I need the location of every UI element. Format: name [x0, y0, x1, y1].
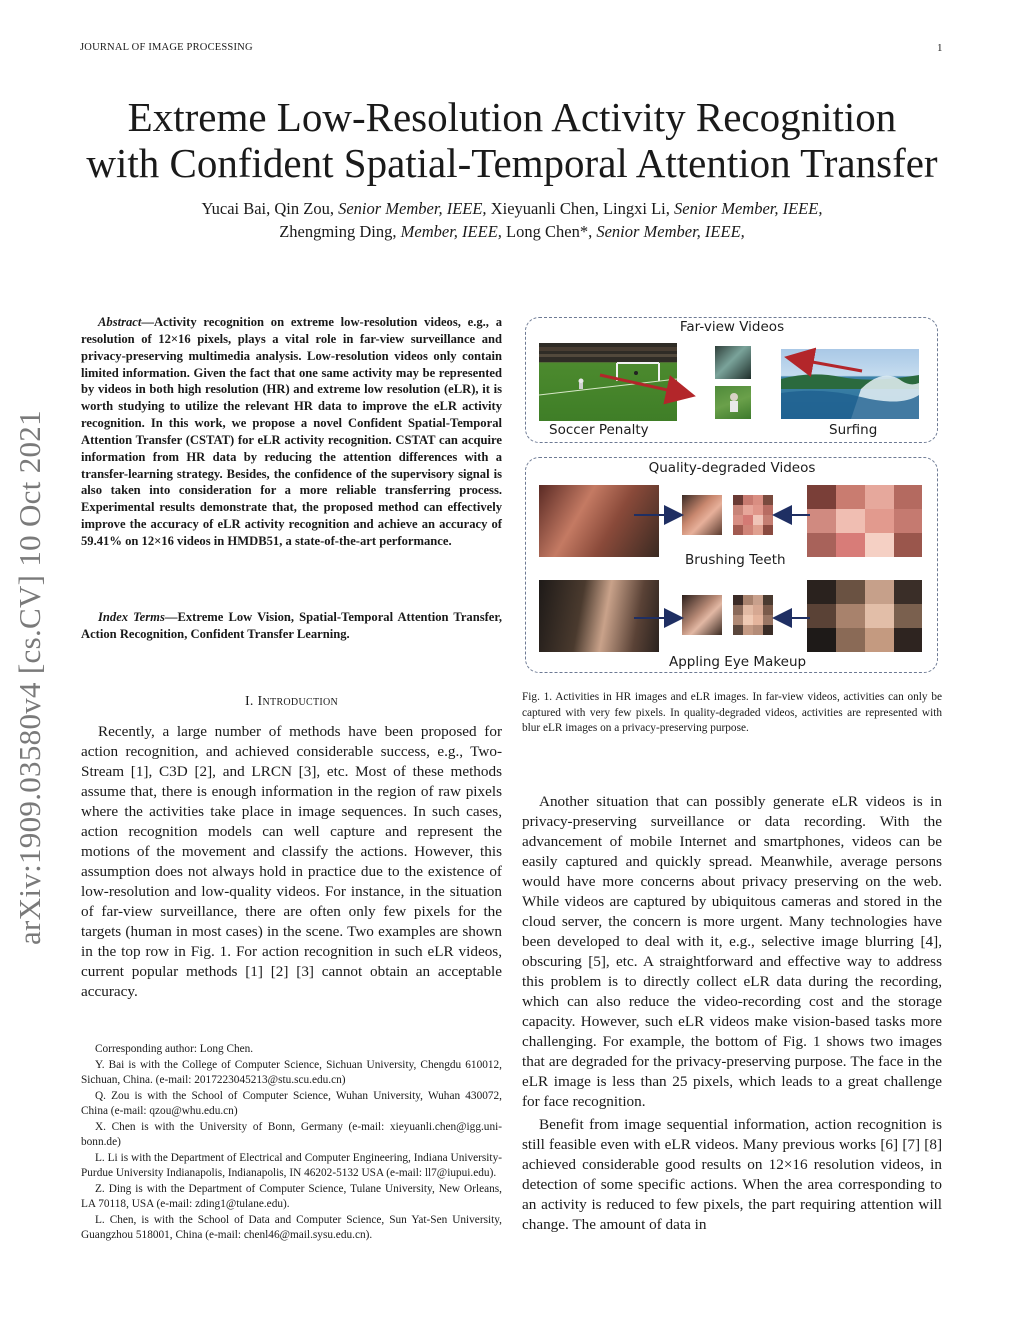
section-title: Introduction [257, 694, 339, 709]
footnote: Q. Zou is with the School of Computer Science, Wuhan University, Wuhan 430072, China (e-mail: qzou@whu.edu.cn) [81, 1089, 502, 1117]
section-number: I. [244, 694, 254, 709]
figure-1 [522, 315, 942, 675]
index-terms [81, 609, 502, 643]
footnote: L. Chen, is with the School of Data and Computer Science, Sun Yat-Sen University, Guangzhou 518001, China (e-mail: chenl46@mail.sysu.edu.cn). [81, 1213, 502, 1241]
soccer-label: Soccer Penalty [549, 422, 649, 438]
paper-title-line1: Extreme Low-Resolution Activity Recognition [127, 94, 897, 140]
author-names-1: Yucai Bai, Qin Zou, [201, 199, 334, 218]
paper-title-line2: with Confident Spatial-Temporal Attention Transfer [86, 140, 938, 186]
arrow-surf-to-crop [790, 358, 862, 371]
footnote: L. Li is with the Department of Electrical and Computer Engineering, Indiana University-Purdue University Indianapolis, Indianapolis, IN 46202-5132 USA (e-mail: ll7@iupui.edu). [81, 1151, 502, 1179]
author-role-2: Senior Member, IEEE, [674, 199, 823, 218]
abstract-label: Abstract [98, 315, 142, 329]
figure-caption: Fig. 1. Activities in HR images and eLR images. In far-view videos, activities can only be captured with very few pixels. In quality-degraded videos, activities are represented with blur eLR images on a privacy-preserving purpose. [522, 691, 942, 734]
author-line2 [60, 220, 964, 243]
makeup-label: Appling Eye Makeup [669, 654, 807, 670]
quality-degraded-title: Quality-degraded Videos [648, 460, 816, 476]
surfing-label: Surfing [829, 422, 878, 438]
index-terms-label: Index Terms [98, 610, 165, 624]
footnotes [81, 1042, 502, 1244]
far-view-title: Far-view Videos [679, 319, 785, 335]
arrow-soccer-to-crop [600, 375, 690, 395]
author-role-3: Member, IEEE, [400, 222, 502, 241]
author-role-4: Senior Member, IEEE, [596, 222, 745, 241]
author-names-2: Xieyuanli Chen, Lingxi Li, [490, 199, 670, 218]
running-header: JOURNAL OF IMAGE PROCESSING [80, 42, 253, 53]
index-terms-text: —Extreme Low Vision, Spatial-Temporal Attention Transfer, Action Recognition, Confident Transfer Learning. [81, 610, 502, 641]
author-names-3: Zhengming Ding, [279, 222, 397, 241]
paragraph: Another situation that can possibly generate eLR videos is in privacy-preserving surveillance or data recording. With the advancement of mobile Internet and smartphones, videos can be easily captured and quickly spread. Meanwhile, average persons would have more concerns about privacy preserving on the web. While videos are captured by ubiquitous cameras and stored in the cloud server, the concern is more urgent. Many technologies have been developed to deal with it, e.g., selective image blurring [4], obscuring [5], etc. A straightforward and effective way to address this problem is to directly collect eLR data during the recording, which can also reduce the video-recording cost and the storage capacity. However, such eLR videos make vision-based tasks more challenging. For example, the bottom of Fig. 1 shows two images that are degraded for the privacy-preserving purpose. The face in the eLR image is less than 25 pixels, which leads to a great challenge for face recognition. [522, 793, 942, 1110]
abstract-text: —Activity recognition on extreme low-resolution videos, e.g., a resolution of 12×16 pixels, plays a vital role in far-view surveillance and privacy-preserving multimedia analysis. Low-resolution videos only contain limited information. Given the fact that one same activity may be represented by videos in both high resolution (HR) and extreme low resolution (eLR), it is worth studying to utilize the relevant HR data to improve the eLR activity recognition. In this work, we propose a novel Confident Spatial-Temporal Attention Transfer (CSTAT) for eLR activity recognition. CSTAT can acquire information from HR data by reducing the attention differences with a transfer-learning strategy. Besides, the confidence of the supervisory signal is also taken into consideration for a more reliable transferring process. Experimental results demonstrate that, the proposed method can effectively improve the accuracy of eLR activity recognition and achieve an accuracy of 59.41% on 12×16 videos in HMDB51, a state-of-the-art performance. [81, 315, 502, 548]
author-role-1: Senior Member, IEEE, [338, 199, 487, 218]
footnote: Y. Bai is with the College of Computer Science, Sichuan University, Chengdu 610012, Sichuan, China. (e-mail: 2017223045213@stu.scu.edu.cn) [81, 1058, 502, 1086]
section-heading [81, 694, 502, 710]
paragraph: Benefit from image sequential information, action recognition is still feasible even with eLR videos. Many previous works [6] [7] [8] achieved considerable good results on 12×16 resolution videos, in detection of some specific actions. When the area corresponding to an activity is reduced to few pixels, the part requiring attention will change. The amount of data in [522, 1116, 942, 1233]
abstract [81, 314, 502, 550]
author-line1 [60, 197, 964, 220]
arxiv-stamp: arXiv:1909.03580v4 [cs.CV] 10 Oct 2021 [12, 410, 47, 945]
quality-arrows [522, 455, 942, 675]
footnote: Corresponding author: Long Chen. [95, 1043, 254, 1055]
footnote: Z. Ding is with the Department of Computer Science, Tulane University, New Orleans, LA 70118, USA (e-mail: zding1@tulane.edu). [81, 1182, 502, 1210]
right-column-text [522, 792, 942, 1235]
brushing-label: Brushing Teeth [685, 552, 786, 568]
author-names-4: Long Chen*, [506, 222, 593, 241]
page-number: 1 [937, 42, 943, 54]
intro-text [81, 722, 502, 1002]
footnote: X. Chen is with the University of Bonn, Germany (e-mail: xieyuanli.chen@igg.uni-bonn.de) [81, 1120, 502, 1148]
intro-paragraph: Recently, a large number of methods have been proposed for action recognition, and achieved considerable success, e.g., Two-Stream [1], C3D [2], and LRCN [3], etc. Most of these methods assume that, there is enough information in the region of raw pixels where the activities take place in image sequences. In such cases, action recognition models can well capture and represent the motions of the movement and classify the actions. However, this assumption does not always hold in practice due to the existence of low-resolution and low-quality videos. For instance, in the situation of far-view surveillance, there are often only few pixels for the targets (human in most cases) in the scene. Two examples are shown in the top row in Fig. 1. For action recognition in such eLR videos, current popular methods [1] [2] [3] cannot obtain an acceptable accuracy. [81, 723, 502, 1000]
